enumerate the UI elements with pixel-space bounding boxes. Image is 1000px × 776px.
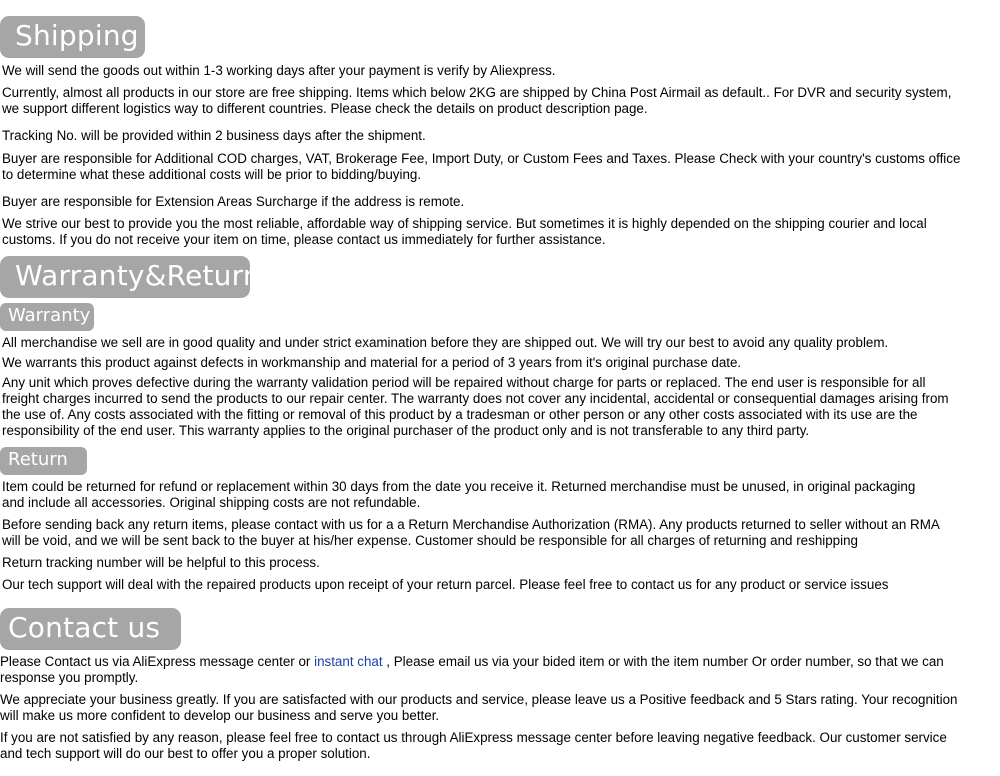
contact-message-prefix: Please Contact us via AliExpress message center or <box>0 654 315 669</box>
shipping-heading: Shipping <box>0 16 145 58</box>
warranty-terms-line-2: freight charges incurred to send the products to our repair center. The warranty does not cover any incidental, accidental or consequential damages arising from <box>2 391 949 406</box>
instant-chat-link[interactable]: instant chat <box>314 654 383 669</box>
return-policy-line-1: Item could be returned for refund or replacement within 30 days from the date you receive it. Returned merchandise must be unused, in original packaging <box>2 479 916 494</box>
return-subheading: Return <box>0 447 87 475</box>
contact-message-suffix: , Please email us via your bided item or with the item number Or order number, so that we can <box>382 654 944 669</box>
contact-feedback-text <box>0 692 1000 724</box>
warranty-terms-text <box>2 375 1000 439</box>
shipping-dispatch-line: We will send the goods out within 1-3 working days after your payment is verify by Aliexpress. <box>2 63 556 78</box>
contact-feedback-line-2: will make us more confident to develop our business and serve you better. <box>0 708 440 723</box>
shipping-surcharge-line: Buyer are responsible for Extension Areas Surcharge if the address is remote. <box>2 194 465 209</box>
shipping-free-shipping-line-2: we support different logistics way to different countries. Please check the details on product description page. <box>2 101 648 116</box>
return-policy-text <box>2 479 1000 511</box>
shipping-taxes-line-2: to determine what these additional costs will be prior to bidding/buying. <box>2 167 422 182</box>
shipping-service-text <box>2 216 1000 248</box>
return-rma-line-2: will be void, and we will be sent back to the buyer at his/her expense. Customer should be responsible for all charges of returning and reshipping <box>2 533 859 548</box>
return-support-text <box>2 577 1000 593</box>
shipping-tracking-line: Tracking No. will be provided within 2 business days after the shipment. <box>2 128 426 143</box>
contact-feedback-line-1: We appreciate your business greatly. If you are satisfacted with our products and service, please leave us a Positive feedback and 5 Stars rating. Your recognition <box>0 692 958 707</box>
warranty-period-line: We warrants this product against defects in workmanship and material for a period of 3 years from it's original purchase date. <box>2 355 742 370</box>
warranty-terms-line-4: responsibility of the end user. This warranty applies to the original purchaser of the product only and is not transferable to any third party. <box>2 423 810 438</box>
contact-satisfaction-line-2: and tech support will do our best to offer you a proper solution. <box>0 746 371 761</box>
contact-satisfaction-line-1: If you are not satisfied by any reason, please feel free to contact us through AliExpress message center before leaving negative feedback. Our customer service <box>0 730 947 745</box>
return-tracking-text <box>2 555 1000 571</box>
return-policy-line-2: and include all accessories. Original shipping costs are not refundable. <box>2 495 421 510</box>
shipping-taxes-text <box>2 151 1000 183</box>
contact-message-line-2: response you promptly. <box>0 670 139 685</box>
shipping-surcharge-text <box>2 194 1000 210</box>
contact-satisfaction-text <box>0 730 1000 762</box>
return-rma-line-1: Before sending back any return items, please contact with us for a a Return Merchandise Authorization (RMA). Any products returned to seller without an RMA <box>2 517 940 532</box>
return-tracking-line: Return tracking number will be helpful to this process. <box>2 555 320 570</box>
warranty-quality-text <box>2 335 1000 351</box>
shipping-taxes-line-1: Buyer are responsible for Additional COD charges, VAT, Brokerage Fee, Import Duty, or Custom Fees and Taxes. Please Check with your country's customs office <box>2 151 961 166</box>
shipping-free-shipping-line-1: Currently, almost all products in our store are free shipping. Items which below 2KG are shipped by China Post Airmail as default.. For DVR and security system, <box>2 85 952 100</box>
contact-message-line-1 <box>0 654 1000 670</box>
warranty-period-text <box>2 355 1000 371</box>
shipping-dispatch-text <box>2 63 1000 79</box>
shipping-service-line-2: customs. If you do not receive your item on time, please contact us immediately for further assistance. <box>2 232 606 247</box>
shipping-tracking-text <box>2 128 1000 144</box>
shipping-free-shipping-text <box>2 85 1000 117</box>
warranty-terms-line-3: the use of. Any costs associated with the fitting or removal of this product by a tradesman or other person or any other costs associated with its use are the <box>2 407 918 422</box>
return-rma-text <box>2 517 1000 549</box>
warranty-subheading: Warranty <box>0 303 94 331</box>
shipping-service-line-1: We strive our best to provide you the most reliable, affordable way of shipping service. But sometimes it is highly depended on the shipping courier and local <box>2 216 927 231</box>
warranty-quality-line: All merchandise we sell are in good quality and under strict examination before they are shipped out. We will try our best to avoid any quality problem. <box>2 335 889 350</box>
warranty-terms-line-1: Any unit which proves defective during the warranty validation period will be repaired without charge for parts or replaced. The end user is responsible for all <box>2 375 926 390</box>
return-support-line: Our tech support will deal with the repaired products upon receipt of your return parcel. Please feel free to contact us for any product or service issues <box>2 577 889 592</box>
contact-heading: Contact us <box>0 608 181 650</box>
contact-message-text <box>0 654 1000 686</box>
warranty-return-heading: Warranty&Return <box>0 256 250 298</box>
